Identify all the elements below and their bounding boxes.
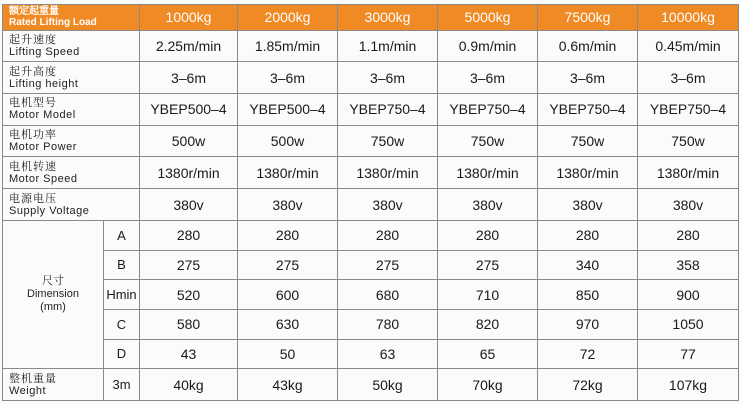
cell: 2.25m/min bbox=[140, 30, 238, 62]
cell: 63 bbox=[338, 339, 438, 369]
row-label bbox=[3, 189, 140, 221]
lifting-height-row bbox=[3, 62, 739, 94]
cell: 1380r/min bbox=[638, 157, 739, 189]
cell: 750w bbox=[538, 125, 638, 157]
dimension-row-b bbox=[3, 250, 739, 280]
cell: 750w bbox=[638, 125, 739, 157]
cell: 3–6m bbox=[638, 62, 739, 94]
header-col: 1000kg bbox=[140, 5, 238, 31]
weight-label-en: Weight bbox=[9, 384, 47, 397]
cell: 3–6m bbox=[140, 62, 238, 94]
cell: 970 bbox=[538, 309, 638, 339]
header-col: 10000kg bbox=[638, 5, 739, 31]
lifting-speed-row bbox=[3, 30, 739, 62]
cell: 380v bbox=[438, 189, 538, 221]
header-label bbox=[3, 5, 140, 31]
motor-model-row bbox=[3, 94, 739, 126]
cell: 600 bbox=[238, 280, 338, 310]
dimension-label bbox=[3, 220, 104, 368]
row-label bbox=[3, 94, 140, 126]
supply-voltage-row bbox=[3, 189, 739, 221]
cell: 72 bbox=[538, 339, 638, 369]
cell: 630 bbox=[238, 309, 338, 339]
cell: 780 bbox=[338, 309, 438, 339]
cell: 1380r/min bbox=[140, 157, 238, 189]
cell: 0.9m/min bbox=[438, 30, 538, 62]
cell: 710 bbox=[438, 280, 538, 310]
dimension-row-d bbox=[3, 339, 739, 369]
weight-label bbox=[3, 369, 104, 401]
cell: 280 bbox=[638, 220, 739, 250]
cell: 680 bbox=[338, 280, 438, 310]
cell: 1.85m/min bbox=[238, 30, 338, 62]
cell: 43kg bbox=[238, 369, 338, 401]
cell: 280 bbox=[438, 220, 538, 250]
cell: 107kg bbox=[638, 369, 739, 401]
row-label-en: Supply Voltage bbox=[9, 204, 90, 217]
cell: 3–6m bbox=[338, 62, 438, 94]
cell: 1380r/min bbox=[238, 157, 338, 189]
cell: 520 bbox=[140, 280, 238, 310]
header-label-cn: 额定起重量 bbox=[9, 6, 59, 18]
dimension-label-cn: 尺寸 bbox=[42, 275, 64, 288]
cell: 70kg bbox=[438, 369, 538, 401]
weight-label-cn: 整机重量 bbox=[9, 372, 57, 385]
cell: 750w bbox=[438, 125, 538, 157]
cell: 358 bbox=[638, 250, 739, 280]
header-col: 7500kg bbox=[538, 5, 638, 31]
cell: YBEP750–4 bbox=[638, 94, 739, 126]
cell: 380v bbox=[338, 189, 438, 221]
row-label-cn: 电机转速 bbox=[9, 160, 57, 173]
cell: 280 bbox=[538, 220, 638, 250]
header-label-en: Rated Lifting Load bbox=[9, 17, 97, 29]
row-label bbox=[3, 30, 140, 62]
dimension-key: D bbox=[104, 339, 140, 369]
cell: 1380r/min bbox=[538, 157, 638, 189]
cell: 500w bbox=[238, 125, 338, 157]
dimension-label-en: Dimension bbox=[27, 288, 79, 301]
dimension-key: A bbox=[104, 220, 140, 250]
dimension-row-c bbox=[3, 309, 739, 339]
header-col: 3000kg bbox=[338, 5, 438, 31]
row-label-cn: 电机功率 bbox=[9, 129, 57, 142]
cell: 275 bbox=[438, 250, 538, 280]
cell: 50kg bbox=[338, 369, 438, 401]
cell: 65 bbox=[438, 339, 538, 369]
motor-power-row bbox=[3, 125, 739, 157]
cell: 275 bbox=[338, 250, 438, 280]
row-label-en: Lifting Speed bbox=[9, 45, 80, 58]
dimension-row-hmin bbox=[3, 280, 739, 310]
cell: YBEP750–4 bbox=[438, 94, 538, 126]
row-label-cn: 起升高度 bbox=[9, 65, 57, 78]
weight-key: 3m bbox=[104, 369, 140, 401]
cell: 820 bbox=[438, 309, 538, 339]
cell: 1050 bbox=[638, 309, 739, 339]
row-label bbox=[3, 157, 140, 189]
cell: 50 bbox=[238, 339, 338, 369]
cell: 3–6m bbox=[438, 62, 538, 94]
dimension-unit: (mm) bbox=[40, 301, 66, 314]
motor-speed-row bbox=[3, 157, 739, 189]
cell: YBEP500–4 bbox=[238, 94, 338, 126]
cell: 1380r/min bbox=[338, 157, 438, 189]
cell: 72kg bbox=[538, 369, 638, 401]
cell: 1.1m/min bbox=[338, 30, 438, 62]
row-label bbox=[3, 125, 140, 157]
header-col: 5000kg bbox=[438, 5, 538, 31]
cell: 280 bbox=[140, 220, 238, 250]
row-label-cn: 电机型号 bbox=[9, 97, 57, 110]
row-label-cn: 起升速度 bbox=[9, 33, 57, 46]
cell: 380v bbox=[638, 189, 739, 221]
row-label-en: Motor Model bbox=[9, 109, 76, 122]
cell: 3–6m bbox=[538, 62, 638, 94]
cell: 900 bbox=[638, 280, 739, 310]
cell: 340 bbox=[538, 250, 638, 280]
header-col: 2000kg bbox=[238, 5, 338, 31]
cell: 850 bbox=[538, 280, 638, 310]
cell: YBEP500–4 bbox=[140, 94, 238, 126]
cell: 280 bbox=[338, 220, 438, 250]
dimension-key: C bbox=[104, 309, 140, 339]
cell: 580 bbox=[140, 309, 238, 339]
cell: 275 bbox=[238, 250, 338, 280]
cell: 380v bbox=[238, 189, 338, 221]
dimension-row-a bbox=[3, 220, 739, 250]
cell: YBEP750–4 bbox=[338, 94, 438, 126]
cell: 280 bbox=[238, 220, 338, 250]
cell: 275 bbox=[140, 250, 238, 280]
cell: 3–6m bbox=[238, 62, 338, 94]
cell: 77 bbox=[638, 339, 739, 369]
cell: 380v bbox=[140, 189, 238, 221]
dimension-key: B bbox=[104, 250, 140, 280]
row-label-en: Motor Power bbox=[9, 141, 77, 154]
cell: 1380r/min bbox=[438, 157, 538, 189]
cell: 0.6m/min bbox=[538, 30, 638, 62]
spec-table bbox=[2, 4, 739, 401]
weight-row bbox=[3, 369, 739, 401]
cell: YBEP750–4 bbox=[538, 94, 638, 126]
cell: 40kg bbox=[140, 369, 238, 401]
cell: 43 bbox=[140, 339, 238, 369]
cell: 750w bbox=[338, 125, 438, 157]
header-row bbox=[3, 5, 739, 31]
row-label bbox=[3, 62, 140, 94]
row-label-en: Lifting height bbox=[9, 77, 79, 90]
row-label-cn: 电源电压 bbox=[9, 192, 57, 205]
cell: 500w bbox=[140, 125, 238, 157]
row-label-en: Motor Speed bbox=[9, 172, 78, 185]
dimension-key: Hmin bbox=[104, 280, 140, 310]
cell: 0.45m/min bbox=[638, 30, 739, 62]
cell: 380v bbox=[538, 189, 638, 221]
